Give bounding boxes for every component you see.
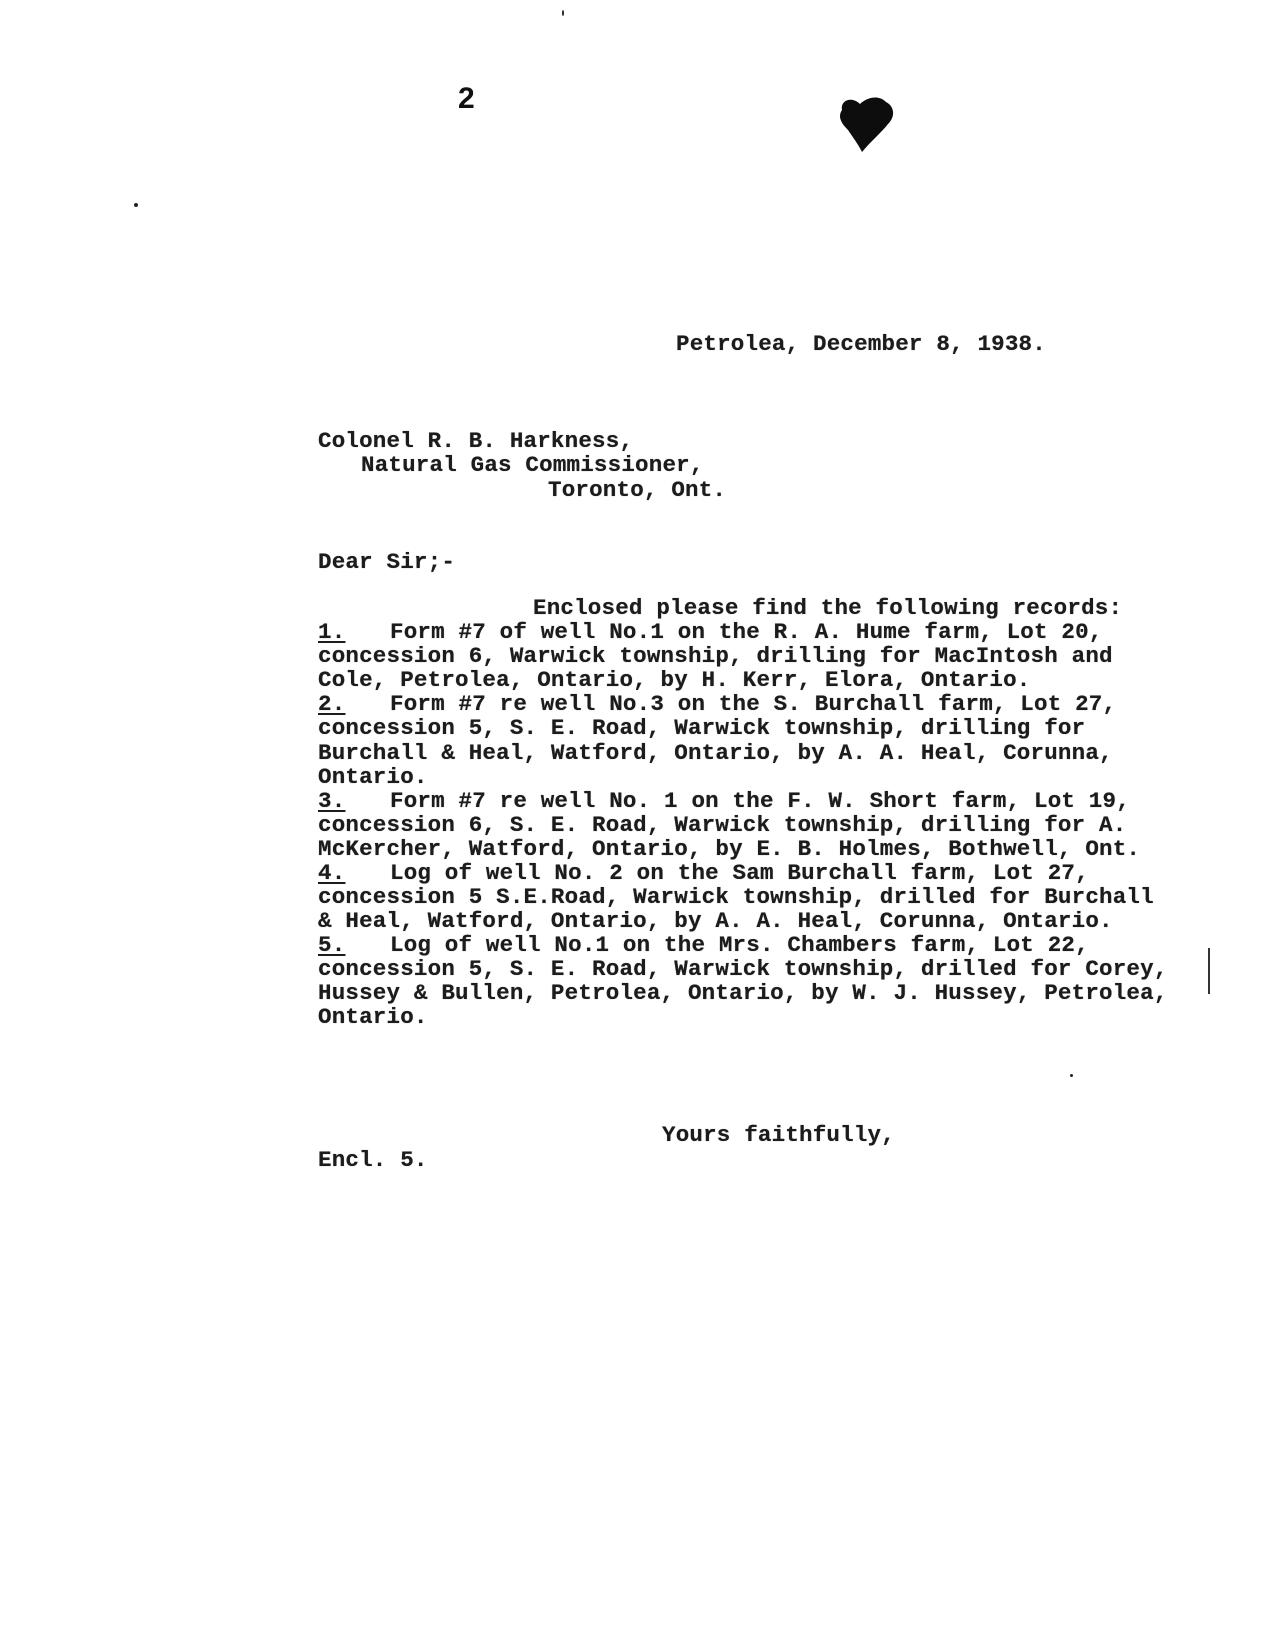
recipient-name: Colonel R. B. Harkness, bbox=[318, 428, 634, 454]
item-line: Log of well No.1 on the Mrs. Chambers farm, Lot 22, bbox=[390, 932, 1089, 958]
salutation: Dear Sir;- bbox=[318, 549, 456, 575]
page-number: 2 bbox=[458, 82, 475, 115]
item-number: 3. bbox=[318, 788, 346, 814]
ink-blot-mark bbox=[838, 96, 896, 154]
item-line: Hussey & Bullen, Petrolea, Ontario, by W. J. Hussey, Petrolea, bbox=[318, 980, 1168, 1006]
dateline: Petrolea, December 8, 1938. bbox=[676, 331, 1046, 357]
item-number: 5. bbox=[318, 932, 346, 958]
item-line: Burchall & Heal, Watford, Ontario, by A. A. Heal, Corunna, bbox=[318, 740, 1113, 766]
paper-speck bbox=[562, 10, 564, 16]
item-line: Ontario. bbox=[318, 1004, 428, 1030]
item-line: concession 5, S. E. Road, Warwick township, drilling for bbox=[318, 715, 1086, 741]
item-line: Log of well No. 2 on the Sam Burchall farm, Lot 27, bbox=[390, 860, 1089, 886]
item-line: concession 5, S. E. Road, Warwick township, drilled for Corey, bbox=[318, 956, 1168, 982]
margin-mark bbox=[1208, 948, 1210, 994]
enclosure-note: Encl. 5. bbox=[318, 1147, 428, 1173]
item-line: Form #7 re well No. 1 on the F. W. Short farm, Lot 19, bbox=[390, 788, 1130, 814]
item-number: 2. bbox=[318, 691, 346, 717]
recipient-city: Toronto, Ont. bbox=[548, 477, 727, 503]
item-line: concession 5 S.E.Road, Warwick township, drilled for Burchall bbox=[318, 884, 1154, 910]
recipient-title: Natural Gas Commissioner, bbox=[361, 452, 704, 478]
item-line: concession 6, Warwick township, drilling for MacIntosh and bbox=[318, 643, 1113, 669]
item-line: Form #7 of well No.1 on the R. A. Hume farm, Lot 20, bbox=[390, 619, 1103, 645]
item-line: concession 6, S. E. Road, Warwick township, drilling for A. bbox=[318, 812, 1127, 838]
item-line: Cole, Petrolea, Ontario, by H. Kerr, Elora, Ontario. bbox=[318, 667, 1031, 693]
item-line: Ontario. bbox=[318, 764, 428, 790]
item-number: 4. bbox=[318, 860, 346, 886]
intro-line: Enclosed please find the following records: bbox=[533, 595, 1123, 621]
item-line: Form #7 re well No.3 on the S. Burchall farm, Lot 27, bbox=[390, 691, 1117, 717]
item-line: & Heal, Watford, Ontario, by A. A. Heal, Corunna, Ontario. bbox=[318, 908, 1113, 934]
paper-speck bbox=[1070, 1074, 1073, 1077]
closing: Yours faithfully, bbox=[662, 1122, 895, 1148]
paper-speck bbox=[134, 203, 138, 207]
item-line: McKercher, Watford, Ontario, by E. B. Holmes, Bothwell, Ont. bbox=[318, 836, 1141, 862]
item-number: 1. bbox=[318, 619, 346, 645]
